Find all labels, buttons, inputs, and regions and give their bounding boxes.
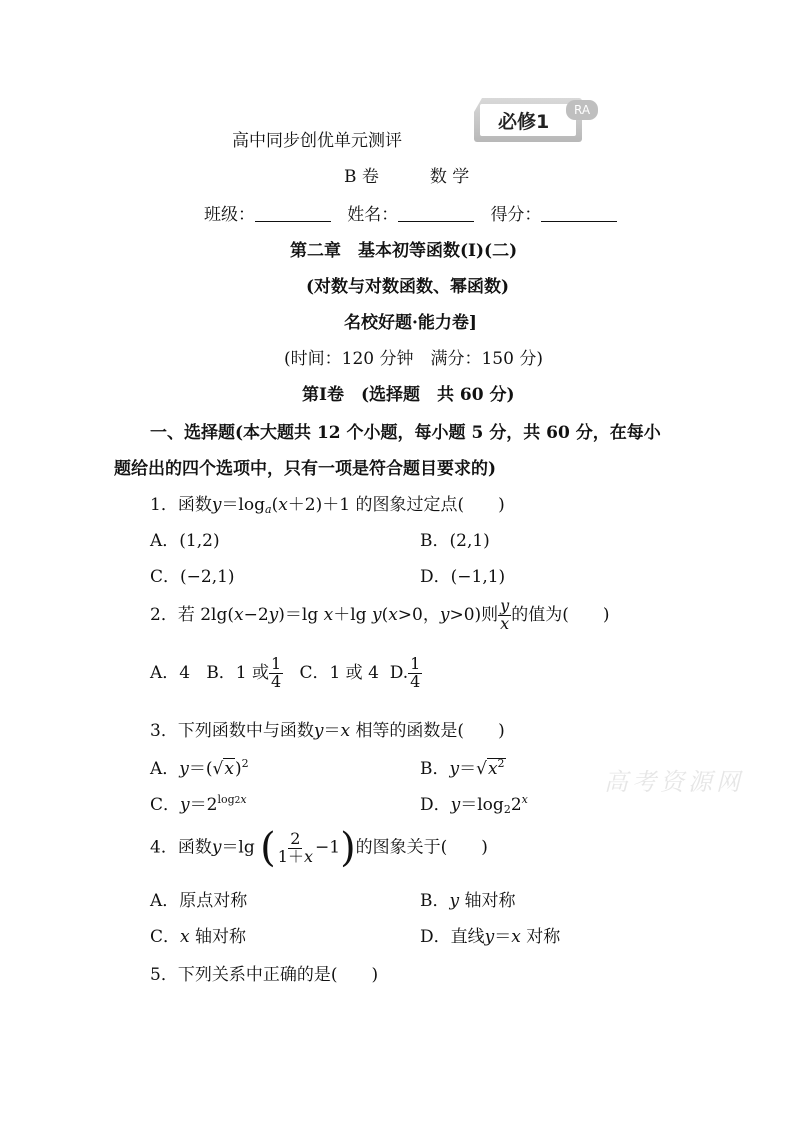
question-1-stem: 1．函数$y=\log_a(x+2)+1$ 的图象过定点( ) — [150, 495, 505, 516]
student-info-line — [204, 200, 617, 225]
name-label: 姓名： — [347, 205, 399, 225]
question-1-option-c[interactable]: C．(−2,1) — [150, 567, 235, 587]
fraction-one-quarter: $\frac{1}{4}$ — [271, 654, 282, 691]
fraction-one-quarter: $\frac{1}{4}$ — [410, 654, 421, 691]
question-1-option-d[interactable]: D．(−1,1) — [420, 567, 506, 587]
option-text: B．1 或 — [206, 662, 270, 683]
stem-text: 下列关系中正确的是( ) — [177, 965, 379, 985]
question-2-option-d[interactable] — [389, 654, 423, 691]
question-number: 4． — [150, 837, 178, 858]
option-label: B． — [420, 891, 450, 911]
question-2-option-b[interactable] — [206, 654, 283, 691]
class-label: 班级： — [204, 205, 255, 225]
option-label: B． — [420, 759, 450, 779]
math-var: y — [313, 721, 324, 741]
question-4-option-c[interactable]: C．x 轴对称 — [150, 927, 247, 947]
score-label: 得分： — [490, 205, 542, 225]
question-4-option-a[interactable]: A．原点对称 — [150, 891, 248, 911]
math-var: y — [439, 604, 450, 625]
badge-text: 必修1 — [498, 111, 550, 133]
math-sub: a — [265, 503, 272, 516]
name-blank — [398, 207, 474, 222]
question-3-option-d[interactable]: D．$y=\log_22^x$ — [420, 793, 528, 816]
stem-text: 若 2lg( — [177, 604, 234, 625]
math-var: x — [388, 604, 398, 625]
question-2-stem: 2．若 2lg(x−2y)＝lg x＋lg y(x>0，y>0)则 $\frac{y}{x}$ 的值为( ) — [150, 596, 610, 633]
option-text: 轴对称 — [195, 927, 247, 947]
question-3-option-c[interactable]: C．$y=2^{log2x}$ — [150, 793, 247, 815]
option-text: 轴对称 — [464, 891, 516, 911]
stem-text: ＋1 的图象过定点( ) — [322, 495, 505, 515]
left-paren: ( — [260, 825, 276, 871]
score-blank — [541, 207, 617, 222]
math-var: y — [268, 604, 279, 625]
option-label: D． — [420, 795, 451, 815]
fraction-y-over-x: $\frac{y}{x}$ — [500, 596, 510, 633]
stem-text: 函数 — [177, 495, 212, 515]
fraction-two-over-one-plus-x: $\frac{2}{1+x}$ — [277, 828, 313, 866]
question-1-option-b[interactable]: B．(2,1) — [420, 531, 490, 551]
part-title: 第Ⅰ卷 (选择题 共 60 分) — [302, 385, 515, 405]
option-label: C． — [150, 927, 181, 947]
volume-subject: B 卷 数 学 — [344, 167, 470, 187]
option-label: A． — [150, 759, 180, 779]
math-var: x — [323, 604, 334, 625]
math-var: y — [211, 495, 222, 515]
option-label: D．直线 — [420, 927, 485, 947]
chapter-title: 第二章 基本初等函数(Ⅰ)(二) — [290, 241, 518, 261]
option-label: C． — [150, 795, 181, 815]
section-intro-line2: 题给出的四个选项中，只有一项是符合题目要求的) — [114, 459, 497, 479]
question-2-options — [150, 656, 422, 691]
series-title: 高中同步创优单元测评 — [232, 131, 402, 151]
question-number: 2． — [150, 604, 178, 625]
watermark: 高考资源网 — [604, 768, 744, 796]
stem-text: 相等的函数是( ) — [355, 721, 505, 741]
stem-text: 函数 — [177, 837, 212, 858]
time-info: (时间：120 分钟 满分：150 分) — [284, 349, 543, 369]
right-paren: ) — [340, 825, 356, 871]
badge-tag: RA — [566, 100, 598, 120]
question-3-option-a[interactable]: A．$y=(√x)^2$ — [150, 757, 249, 779]
stem-text: 下列函数中与函数 — [177, 721, 314, 741]
math-var: x — [234, 604, 244, 625]
question-4-option-b[interactable]: B．y 轴对称 — [420, 891, 516, 911]
question-number: 1． — [150, 495, 178, 515]
question-3-option-b[interactable]: B．$y=√x^2$ — [420, 757, 505, 779]
math-var: x — [340, 721, 351, 741]
stem-text: 的图象关于( ) — [355, 837, 488, 858]
question-number: 3． — [150, 721, 178, 741]
edition-badge — [474, 98, 602, 142]
question-2-option-c[interactable]: C．1 或 4 — [299, 662, 379, 683]
math-var: x — [278, 495, 288, 515]
question-4-option-d[interactable]: D．直线y＝x 对称 — [420, 927, 561, 947]
question-5-stem — [150, 960, 378, 985]
stem-text: 的值为( ) — [511, 604, 610, 625]
section-intro-line1: 一、选择题(本大题共 12 个小题，每小题 5 分，共 60 分，在每小 — [150, 423, 661, 443]
class-blank — [255, 207, 331, 222]
paper-type: 名校好题·能力卷] — [344, 313, 477, 333]
question-number: 5． — [150, 965, 178, 985]
option-text: 对称 — [526, 927, 561, 947]
question-2-option-a[interactable]: A．4 — [150, 662, 191, 683]
chapter-subtitle: (对数与对数函数、幂函数) — [306, 277, 510, 297]
math-var: y — [371, 604, 382, 625]
question-3-stem: 3．下列函数中与函数y＝x 相等的函数是( ) — [150, 721, 505, 741]
question-1-option-a[interactable]: A．(1,2) — [150, 531, 220, 551]
question-4-stem: 4．函数y＝lg ( $\frac{2}{1+x}$ −1)的图象关于( ) — [150, 825, 488, 871]
option-text: D. — [389, 662, 409, 683]
